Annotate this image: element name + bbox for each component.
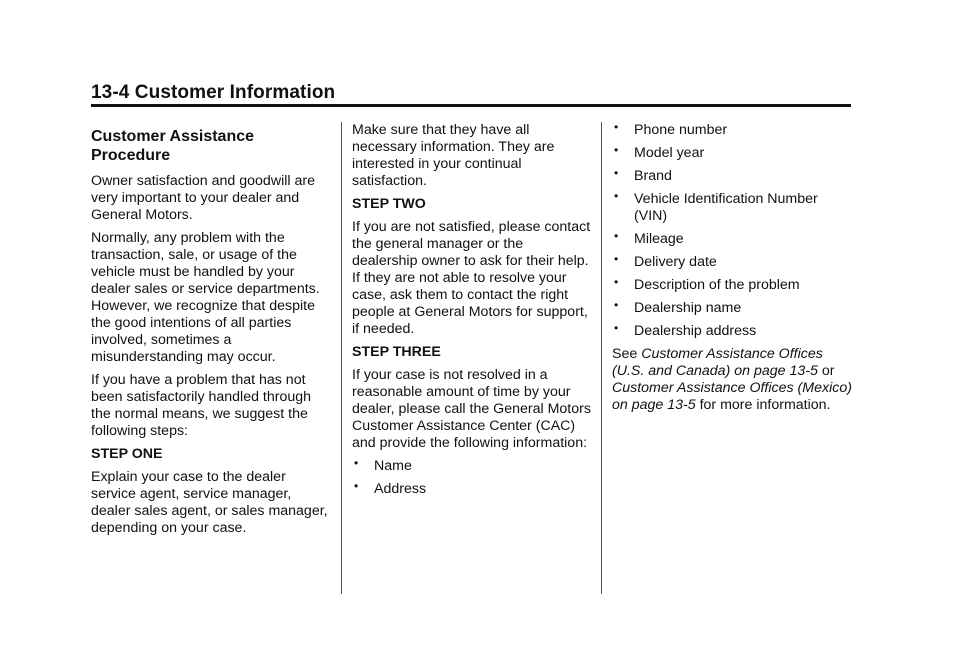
list-item: • Vehicle Identification Number (VIN) (612, 191, 852, 225)
paragraph: If your case is not resolved in a reasonable amount of time by your dealer, please call the General Motors Customer Assistance Center (CAC) and provide the following information: (352, 367, 591, 451)
list-item: • Phone number (612, 122, 852, 139)
info-list (612, 122, 852, 340)
step-one-heading: STEP ONE (91, 446, 163, 462)
suffix-text: for more information. (699, 397, 831, 413)
paragraph: Explain your case to the dealer service agent, service manager, dealer sales agent, or sales manager, depending on your case. (91, 469, 328, 536)
list-item: • Description of the problem (612, 277, 852, 294)
paragraph: If you are not satisfied, please contact the general manager or the dealership owner to ask for their help. If they are not able to resolve your case, ask them to contact the right people at General Motors for support, if needed. (352, 219, 591, 337)
paragraph: Make sure that they have all necessary information. They are interested in your continual satisfaction. (352, 122, 555, 189)
page-title: 13-4 Customer Information (91, 82, 336, 103)
paragraph: Owner satisfaction and goodwill are very important to your dealer and General Motors. (91, 173, 315, 223)
list-item: • Model year (612, 145, 852, 162)
link-mexico-offices[interactable]: Customer Assistance Offices (Mexico) on page 13-5 (612, 380, 852, 413)
column-2 (352, 122, 592, 504)
list-item: • Address (352, 481, 592, 498)
list-item: • Brand (612, 168, 852, 185)
header-rule (91, 104, 851, 107)
column-divider (601, 122, 602, 594)
page-header (91, 80, 851, 106)
column-1 (91, 127, 331, 543)
list-item: • Name (352, 458, 592, 475)
list-item: • Dealership address (612, 323, 852, 340)
paragraph: If you have a problem that has not been satisfactorily handled through the normal means, we suggest the following steps: (91, 372, 312, 439)
column-divider (341, 122, 342, 594)
link-us-canada-offices[interactable]: Customer Assistance Offices (U.S. and Canada) on page 13-5 (612, 346, 823, 379)
step-three-heading: STEP THREE (352, 344, 441, 360)
paragraph: Normally, any problem with the transaction, sale, or usage of the vehicle must be handled by your dealer sales or service departments. However, we recognize that despite the good intentions of all parties involved, sometimes a misunderstanding may occur. (91, 230, 320, 365)
info-list (352, 458, 592, 498)
list-item: • Delivery date (612, 254, 852, 271)
section-title: Customer Assistance Procedure (91, 128, 255, 164)
see-prefix: See (612, 346, 638, 362)
step-two-heading: STEP TWO (352, 196, 426, 212)
list-item: • Dealership name (612, 300, 852, 317)
column-3 (612, 122, 852, 420)
see-reference (612, 346, 852, 414)
list-item: • Mileage (612, 231, 852, 248)
or-text: or (821, 363, 835, 379)
